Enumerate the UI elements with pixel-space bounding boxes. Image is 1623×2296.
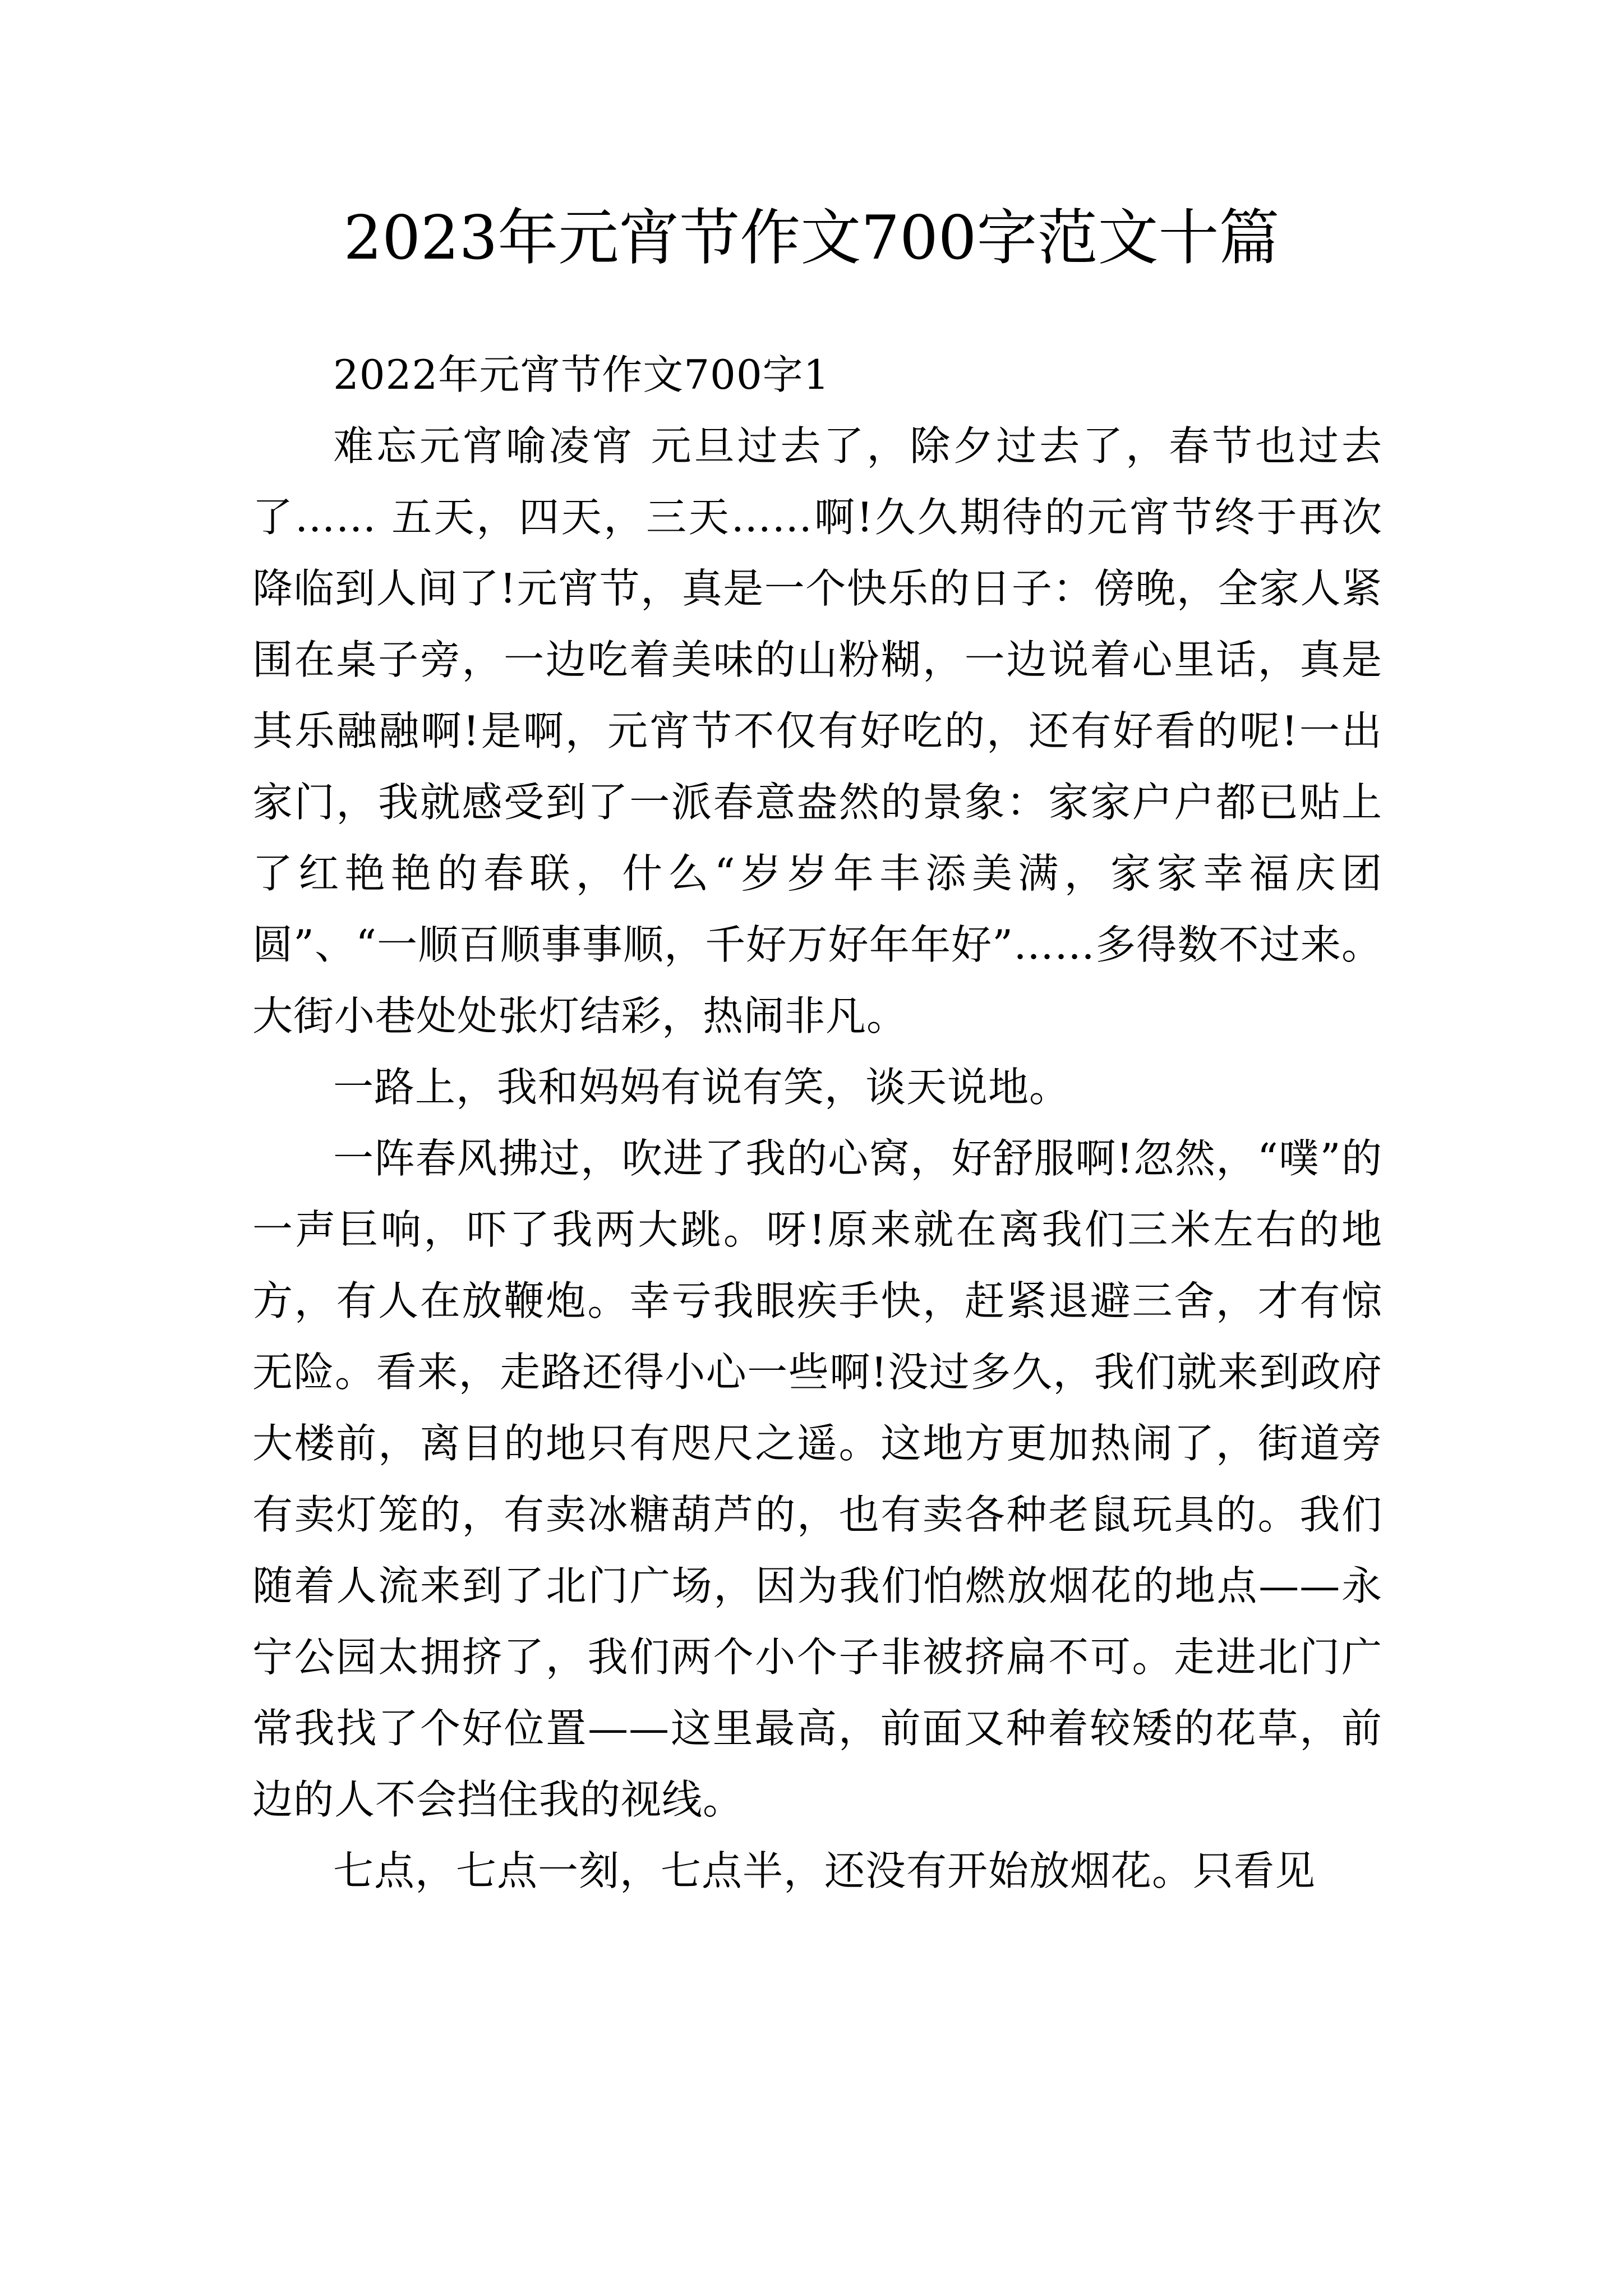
paragraph: 一阵春风拂过，吹进了我的心窝，好舒服啊!忽然，“噗”的一声巨响，吓了我两大跳。呀!原来就在离我们三米左右的地方，有人在放鞭炮。幸亏我眼疾手快，赶紧退避三舍，才有惊无险。看来，走路还得小心一些啊!没过多久，我们就来到政府大楼前，离目的地只有咫尺之遥。这地方更加热闹了，街道旁有卖灯笼的，有卖冰糖葫芦的，也有卖各种老鼠玩具的。我们随着人流来到了北门广场，因为我们怕燃放烟花的地点——永宁公园太拥挤了，我们两个小个子非被挤扁不可。走进北门广常我找了个好位置——这里最高，前面又种着较矮的花草，前边的人不会挡住我的视线。 [252, 1135, 1382, 1823]
paragraph: 难忘元宵喻凌宵 元旦过去了，除夕过去了，春节也过去了…… 五天，四天，三天……啊!久久期待的元宵节终于再次降临到人间了!元宵节，真是一个快乐的日子：傍晚，全家人紧围在桌子旁，一边吃着美味的山粉糊，一边说着心里话，真是其乐融融啊!是啊，元宵节不仅有好吃的，还有好看的呢!一出家门，我就感受到了一派春意盎然的景象：家家户户都已贴上了红艳艳的春联，什么“岁岁年丰添美满，家家幸福庆团圆”、“一顺百顺事事顺，千好万好年年好”……多得数不过来。大街小巷处处张灯结彩，热闹非凡。 [252, 422, 1382, 1039]
paragraph: 一路上，我和妈妈有说有笑，谈天说地。 [333, 1064, 1071, 1111]
document-body [252, 339, 1382, 1907]
paragraph: 七点，七点一刻，七点半，还没有开始放烟花。只看见 [333, 1847, 1316, 1894]
paragraph-section-heading: 2022年元宵节作文700字1 [333, 351, 830, 398]
document-title: 2023年元宵节作文700字范文十篇 [343, 203, 1280, 273]
